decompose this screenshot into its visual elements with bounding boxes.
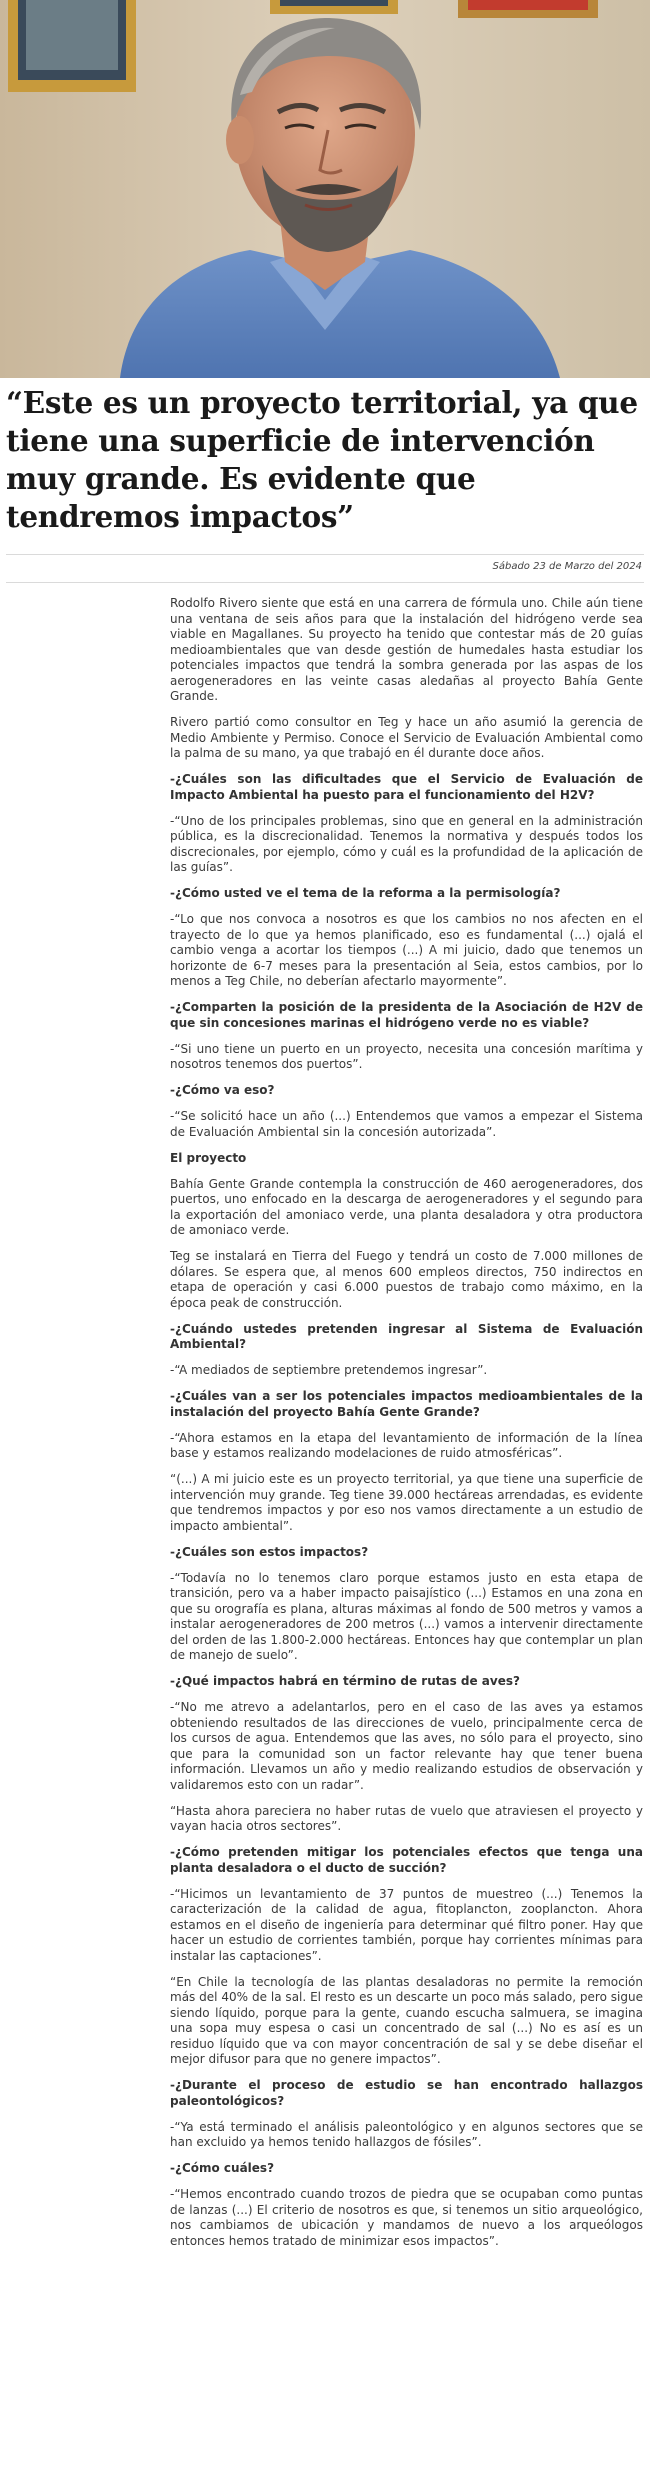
paragraph: “Hasta ahora pareciera no haber rutas de vuelo que atraviesen el proyecto y vayan hacia otros sectores”.	[170, 1803, 643, 1833]
paragraph: -“Se solicitó hace un año (...) Entendemos que vamos a empezar el Sistema de Evaluación Ambiental sin la concesión autorizada”.	[170, 1109, 643, 1139]
paragraph: “(...) A mi juicio este es un proyecto territorial, ya que tiene una superficie de intervención muy grande. Teg tiene 39.000 hectáreas arrendadas, es evidente que tendremos impactos y por eso nos vamos directamente a un estudio de impacto ambiental”.	[170, 1472, 643, 1533]
article-body	[170, 596, 643, 2260]
paragraph: “En Chile la tecnología de las plantas desaladoras no permite la remoción más del 40% de la sal. El resto es un descarte un poco más salado, pero sigue siendo líquido, porque para la gente, cuando escucha salmuera, se imagina una sopa muy espesa o casi un concentrado de sal (...) No es así es un residuo líquido que va con mayor concentración de sal y se debe diseñar el mejor difusor para que no genere impactos”.	[170, 1974, 643, 2066]
paragraph: -“Uno de los principales problemas, sino que en general en la administración pública, es la discrecionalidad. Tenemos la normativa y después todos los discrecionales, por ejemplo, cómo y cuál es la profundidad de la aplicación de las guías”.	[170, 813, 643, 874]
paragraph: -“Hemos encontrado cuando trozos de piedra que se ocupaban como puntas de lanzas (...) El criterio de nosotros es que, si tenemos un sitio arqueológico, nos cambiamos de ubicación y mandamos de nuevo a los arqueólogos entonces hemos tratado de minimizar esos impactos”.	[170, 2187, 643, 2248]
interview-question: -¿Cómo cuáles?	[170, 2161, 275, 2175]
paragraph: Rodolfo Rivero siente que está en una carrera de fórmula uno. Chile aún tiene una ventana de seis años para que la instalación del hidrógeno verde sea viable en Magallanes. Su proyecto ha tenido que contestar más de 20 guías medioambientales que van desde gestión de humedales hasta estudiar los potenciales impactos que tendrá la sombra generada por las aspas de los aerogeneradores en las veinte casas aledañas al proyecto Bahía Gente Grande.	[170, 596, 643, 703]
wall-frame-right	[458, 0, 598, 18]
interview-question: -¿Cuándo ustedes pretenden ingresar al Sistema de Evaluación Ambiental?	[170, 1321, 643, 1351]
wall-frame-center	[270, 0, 398, 14]
interview-question: -¿Cómo va eso?	[170, 1083, 275, 1097]
paragraph: -“Todavía no lo tenemos claro porque estamos justo en esta etapa de transición, pero va a haber impacto paisajístico (...) Estamos en una zona en que su orografía es plana, alturas máximas al fondo de 500 metros y vamos a instalar aerogeneradores de 200 metros (...) vamos a intervenir directamente del orden de las 1.800-2.000 hectáreas. Entonces hay que contemplar un plan de manejo de suelo”.	[170, 1570, 643, 1662]
wall-frame-left	[8, 0, 136, 92]
divider-top	[6, 554, 644, 555]
paragraph: -“A mediados de septiembre pretendemos ingresar”.	[170, 1363, 488, 1377]
interview-question: -¿Durante el proceso de estudio se han encontrado hallazgos paleontológicos?	[170, 2078, 643, 2108]
divider-bottom	[6, 582, 644, 583]
interview-question: -¿Comparten la posición de la presidenta de la Asociación de H2V de que sin concesiones marinas el hidrógeno verde no es viable?	[170, 1000, 643, 1030]
paragraph: -“Hicimos un levantamiento de 37 puntos de muestreo (...) Tenemos la caracterización de la calidad de agua, fitoplancton, zooplancton. Ahora estamos en el diseño de ingeniería para determinar qué filtro poner. Hay que hacer un estudio de corrientes también, porque hay corrientes mínimas para instalar las captaciones”.	[170, 1886, 643, 1963]
paragraph: -“Ya está terminado el análisis paleontológico y en algunos sectores que se han excluido ya hemos tenido hallazgos de fósiles”.	[170, 2119, 643, 2149]
interview-question: -¿Cuáles van a ser los potenciales impactos medioambientales de la instalación del proyecto Bahía Gente Grande?	[170, 1389, 643, 1419]
section-subheading: El proyecto	[170, 1150, 247, 1165]
article-headline: “Este es un proyecto territorial, ya que tiene una superficie de intervención muy grande. Es evidente que tendremos impactos”	[6, 385, 638, 534]
interview-question: -¿Cuáles son estos impactos?	[170, 1544, 369, 1559]
portrait-photo	[0, 0, 650, 378]
hero-photo	[0, 0, 650, 378]
interview-question: -¿Qué impactos habrá en término de rutas de aves?	[170, 1674, 520, 1688]
paragraph: -“Ahora estamos en la etapa del levantamiento de información de la línea base y estamos realizando modelaciones de ruido atmosféricas”.	[170, 1430, 643, 1460]
paragraph: -“No me atrevo a adelantarlos, pero en el caso de las aves ya estamos obteniendo resultados de las direcciones de vuelo, principalmente cerca de los cursos de agua. Entendemos que las aves, no sólo para el proyecto, sino que para la comunidad son un factor relevante hay que tener buena información. Llevamos un año y medio realizando estudios de observación y validaremos esto con un radar”.	[170, 1700, 643, 1792]
interview-question: -¿Cuáles son las dificultades que el Servicio de Evaluación de Impacto Ambiental ha puesto para el funcionamiento del H2V?	[170, 772, 643, 802]
paragraph: -“Si uno tiene un puerto en un proyecto, necesita una concesión marítima y nosotros tenemos dos puertos”.	[170, 1041, 643, 1071]
article-date: Sábado 23 de Marzo del 2024	[492, 561, 642, 572]
paragraph: -“Lo que nos convoca a nosotros es que los cambios no nos afecten en el trayecto de lo que ya hemos planificado, eso es fundamental (...) ojalá el cambio venga a acortar los tiempos (...) A mi juicio, dado que tenemos un horizonte de 6-7 meses para la presentación al Seia, estos cambios, por lo menos a Teg Chile, no deberían afectarlo mayormente”.	[170, 912, 643, 988]
paragraph: Rivero partió como consultor en Teg y hace un año asumió la gerencia de Medio Ambiente y Permiso. Conoce el Servicio de Evaluación Ambiental como la palma de su mano, ya que trabajó en él durante doce años.	[170, 715, 643, 760]
interview-question: -¿Cómo pretenden mitigar los potenciales efectos que tenga una planta desaladora o el ducto de succión?	[170, 1845, 643, 1875]
paragraph: Teg se instalará en Tierra del Fuego y tendrá un costo de 7.000 millones de dólares. Se espera que, al menos 600 empleos directos, 750 indirectos en etapa de operación y casi 6.000 puestos de trabajo como máximo, en la época peak de construcción.	[170, 1249, 643, 1310]
interview-question: -¿Cómo usted ve el tema de la reforma a la permisología?	[170, 886, 561, 900]
paragraph: Bahía Gente Grande contempla la construcción de 460 aerogeneradores, dos puertos, uno enfocado en la descarga de aerogeneradores y el segundo para la exportación del amoniaco verde, una planta desaladora y otra productora de amoniaco verde.	[170, 1176, 643, 1237]
